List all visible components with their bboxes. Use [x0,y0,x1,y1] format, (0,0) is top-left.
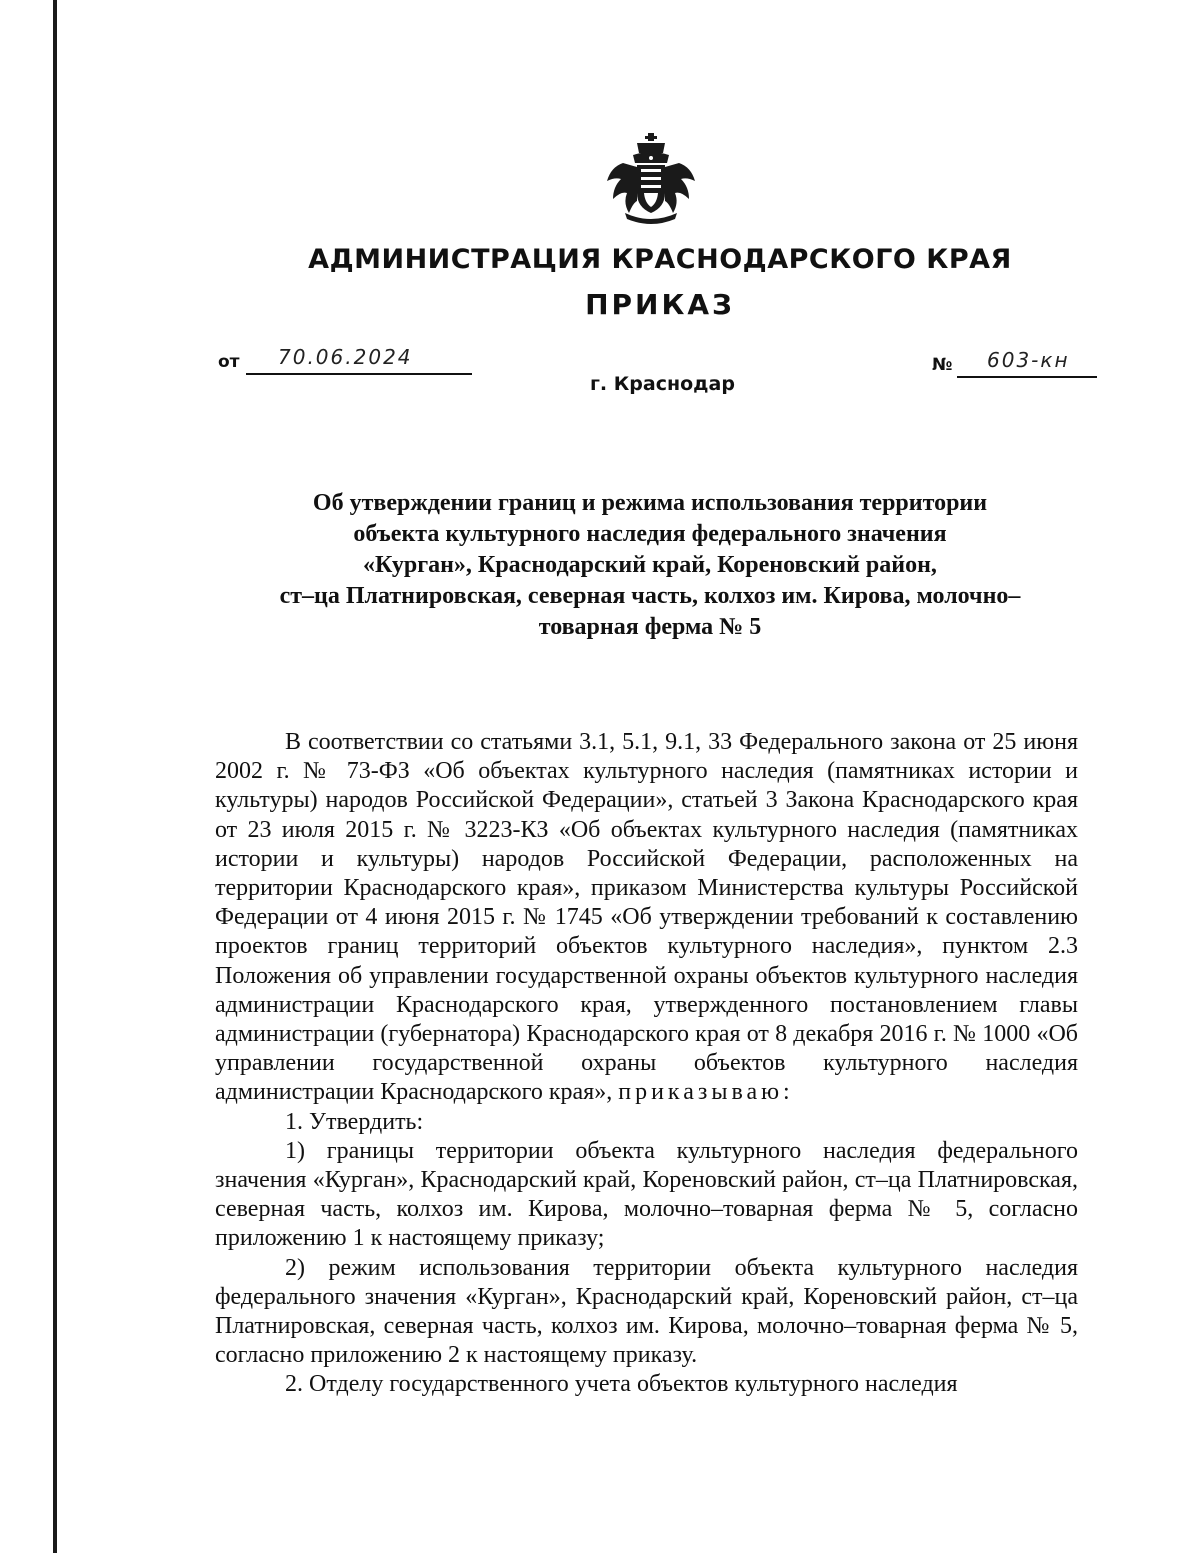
number-value: 603-кн [987,348,1070,372]
coat-of-arms-icon [603,133,699,225]
document-subject [210,488,1090,643]
item-2: 2. Отделу государственного учета объектов культурного наследия [285,1371,958,1398]
item-1-1: 1) границы территории объекта культурного наследия федерального значения «Курган», Краснодарский край, Кореновский район, ст–ца Платнировская, северная часть, колхоз им. Кирова, молочно–товарная ферма № 5, согласно приложению 1 к настоящему приказу; [215,1137,1078,1252]
date-label: от [218,352,240,372]
document-type: ПРИКАЗ [585,288,735,321]
number-label: № [932,355,953,375]
preamble-paragraph [215,728,1078,1108]
document-body [215,728,1078,1400]
order-word: приказываю: [618,1079,794,1106]
page-edge-rule [53,0,57,1553]
date-value: 70.06.2024 [278,345,413,369]
subject-line: товарная ферма № 5 [538,614,762,640]
subject-line: ст–ца Платнировская, северная часть, колхоз им. Кирова, молочно– [279,583,1021,609]
preamble-text: В соответствии со статьями 3.1, 5.1, 9.1, 33 Федерального закона от 25 июня 2002 г. № 73-ФЗ «Об объектах культурного наследия (памятниках истории и культуры) народов Российской Федерации», статьей 3 Закона Краснодарского края от 23 июля 2015 г. № 3223-КЗ «Об объектах культурного наследия (памятниках истории и культуры) народов Российской Федерации, расположенных на территории Краснодарского края», приказом Министерства культуры Российской Федерации от 4 июня 2015 г. № 1745 «Об утверждении требований к составлению проектов границ территорий объектов культурного наследия», пунктом 2.3 Положения об управлении государственной охраны объектов культурного наследия администрации Краснодарского края, утвержденного постановлением главы администрации (губернатора) Краснодарского края от 8 декабря 2016 г. № 1000 «Об управлении государственной охраны объектов культурного наследия администрации Краснодарского края», [215,729,1078,1106]
subject-line: Об утверждении границ и режима использования территории [312,490,988,516]
subject-line: объекта культурного наследия федерального значения [353,521,947,547]
date-field [246,345,472,375]
item-1-2: 2) режим использования территории объекта культурного наследия федерального значения «Курган», Краснодарский край, Кореновский район, ст–ца Платнировская, северная часть, колхоз им. Кирова, молочно–товарная ферма № 5, согласно приложению 2 к настоящему приказу. [215,1254,1078,1369]
organization-name: АДМИНИСТРАЦИЯ КРАСНОДАРСКОГО КРАЯ [308,244,1012,275]
city: г. Краснодар [590,373,735,395]
subject-line: «Курган», Краснодарский край, Кореновский район, [363,552,937,578]
number-field [957,348,1097,378]
item-1: 1. Утвердить: [285,1108,424,1135]
